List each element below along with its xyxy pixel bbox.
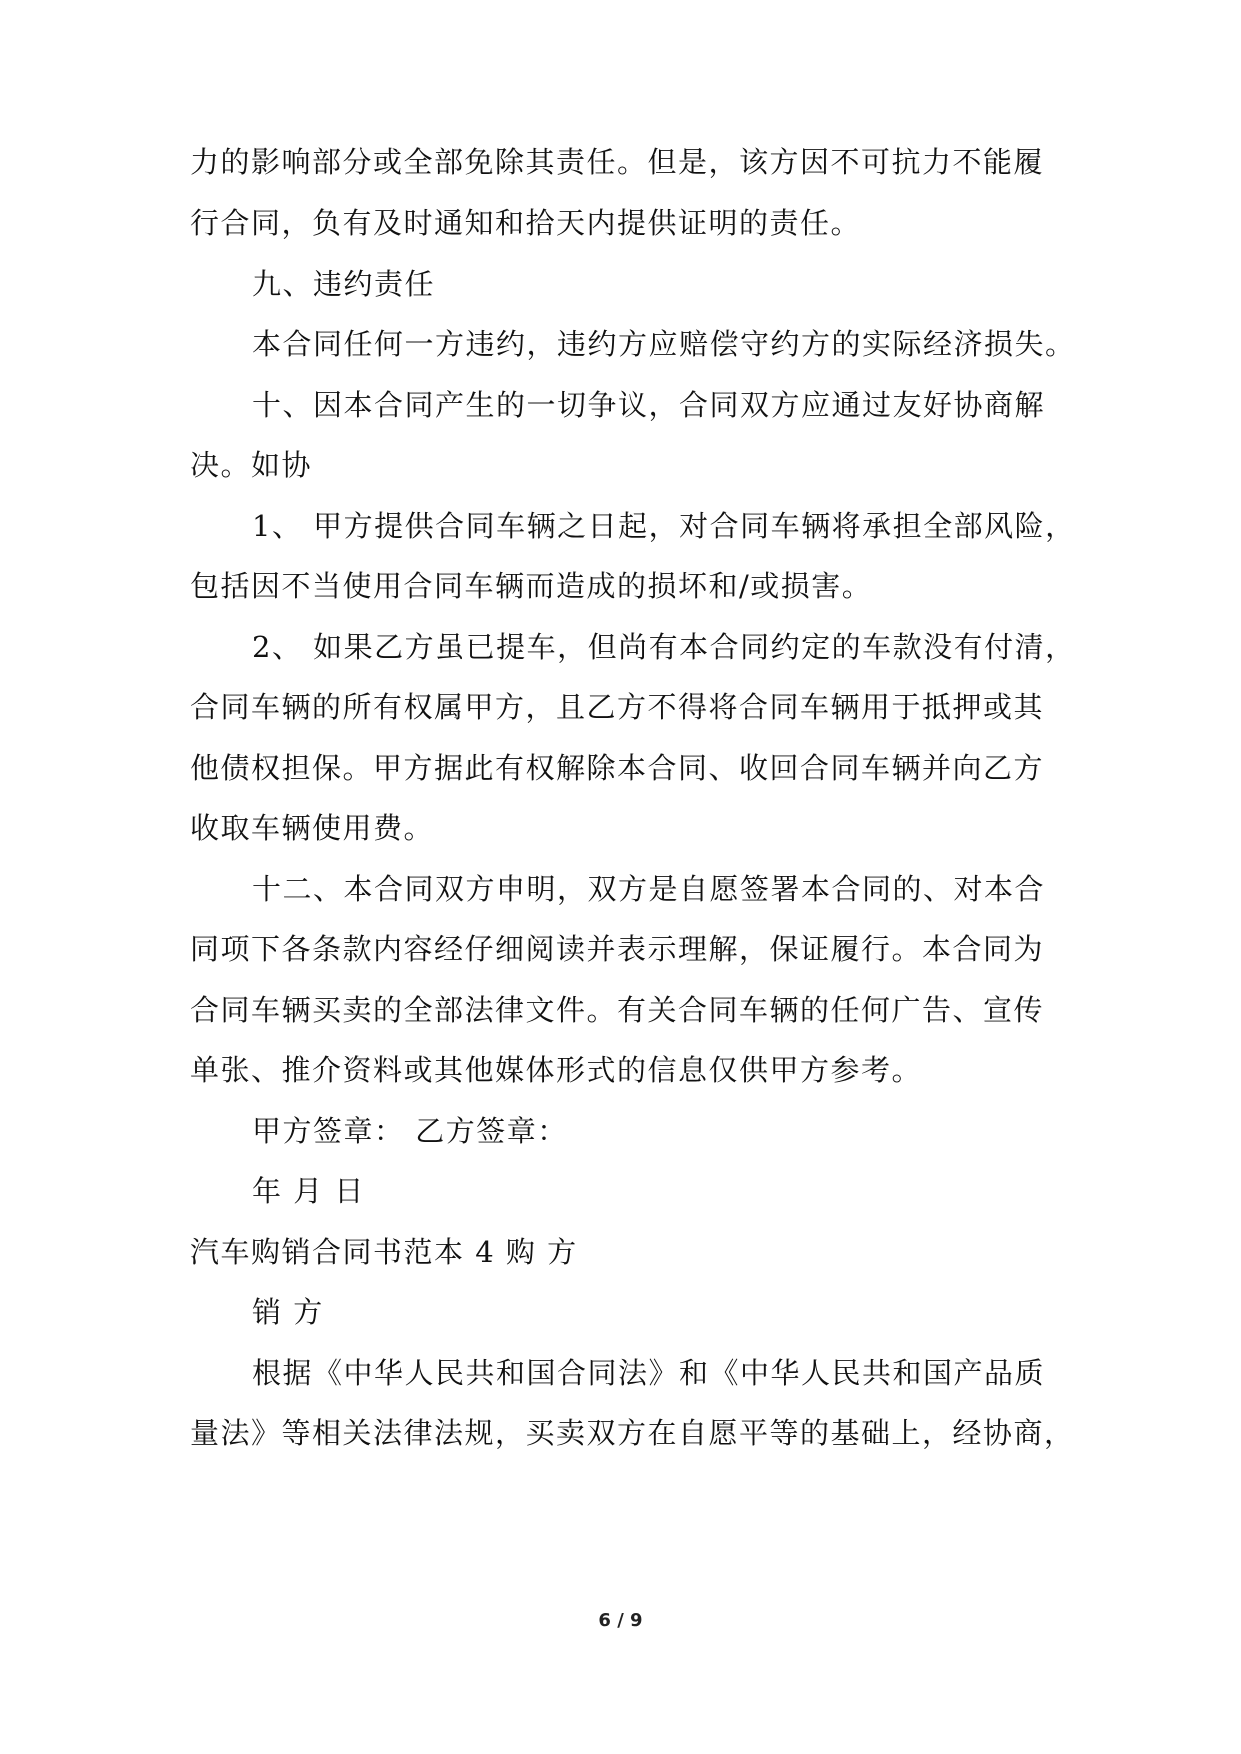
contract-title-line: 汽车购销合同书范本 4 购 方 bbox=[190, 1235, 578, 1269]
text-line: 同项下各条款内容经仔细阅读并表示理解，保证履行。本合同为 bbox=[190, 932, 1045, 966]
text-line: 根据《中华人民共和国合同法》和《中华人民共和国产品质 bbox=[252, 1356, 1046, 1390]
page-number: 6 / 9 bbox=[598, 1610, 643, 1631]
text-line: 他债权担保。甲方据此有权解除本合同、收回合同车辆并向乙方 bbox=[190, 751, 1045, 785]
text-line: 合同车辆的所有权属甲方，且乙方不得将合同车辆用于抵押或其 bbox=[190, 690, 1045, 724]
text-line: 量法》等相关法律法规，买卖双方在自愿平等的基础上，经协商， bbox=[190, 1416, 1075, 1450]
text-line: 行合同，负有及时通知和拾天内提供证明的责任。 bbox=[190, 206, 862, 240]
text-line: 十、因本合同产生的一切争议，合同双方应通过友好协商解 bbox=[252, 388, 1046, 422]
text-line: 决。如协 bbox=[190, 448, 313, 482]
list-item-1: 1、 甲方提供合同车辆之日起，对合同车辆将承担全部风险， bbox=[252, 509, 1076, 543]
text-line: 十二、本合同双方申明，双方是自愿签署本合同的、对本合 bbox=[252, 872, 1046, 906]
text-line: 收取车辆使用费。 bbox=[190, 811, 435, 845]
date-line: 年 月 日 bbox=[252, 1174, 365, 1208]
text-line: 力的影响部分或全部免除其责任。但是，该方因不可抗力不能履 bbox=[190, 145, 1045, 179]
text-line: 本合同任何一方违约，违约方应赔偿守约方的实际经济损失。 bbox=[252, 327, 1076, 361]
list-item-2: 2、 如果乙方虽已提车，但尚有本合同约定的车款没有付清， bbox=[252, 630, 1076, 664]
text-line: 包括因不当使用合同车辆而造成的损坏和/或损害。 bbox=[190, 569, 873, 603]
text-line: 单张、推介资料或其他媒体形式的信息仅供甲方参考。 bbox=[190, 1053, 923, 1087]
section-heading-breach: 九、违约责任 bbox=[252, 267, 436, 301]
text-line: 合同车辆买卖的全部法律文件。有关合同车辆的任何广告、宣传 bbox=[190, 993, 1045, 1027]
seller-line: 销 方 bbox=[252, 1295, 324, 1329]
signature-line: 甲方签章： 乙方签章： bbox=[252, 1114, 568, 1148]
